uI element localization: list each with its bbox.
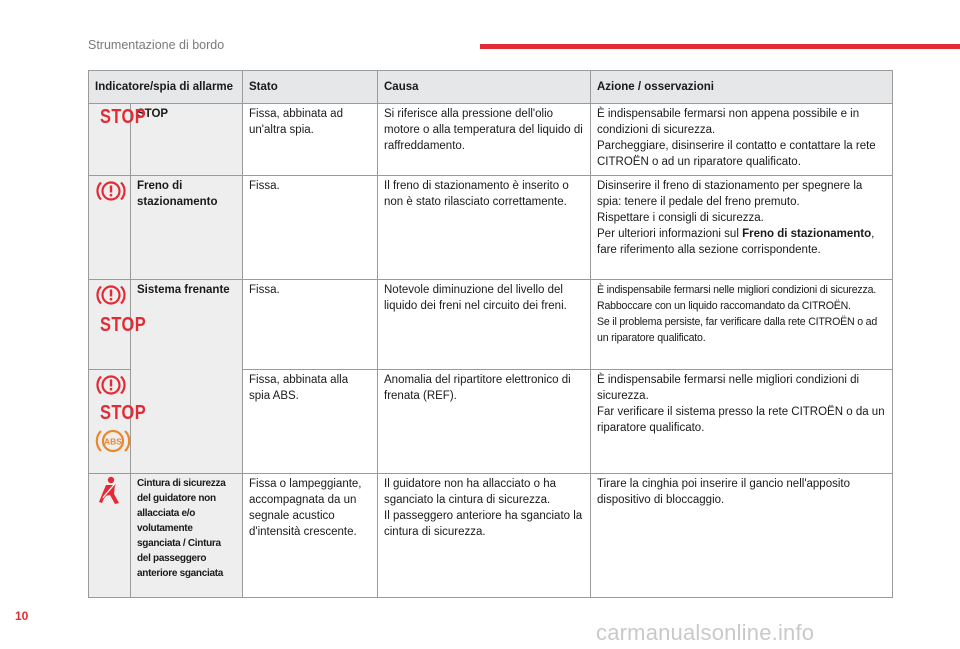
action-text: Far verificare il sistema presso la rete CITROËN o da un riparatore qualificato.	[597, 406, 885, 434]
table-row	[89, 176, 893, 280]
action-text: È indispensabile fermarsi nelle migliori condizioni di sicurezza.	[597, 374, 860, 402]
column-header-cause: Causa	[378, 71, 591, 104]
brake-warning-icon	[95, 282, 127, 308]
svg-text:ABS: ABS	[104, 436, 122, 447]
state-cell: Fissa.	[243, 176, 378, 280]
state-cell: Fissa o lampeggiante, accompagnata da un segnale acustico d'intensità crescente.	[243, 474, 378, 598]
page-number: 10	[15, 609, 29, 623]
indicator-name: Cintura di sicurezza del guidatore non allacciata e/o volutamente sganciata / Cintura del passeggero anteriore sganciata	[131, 474, 243, 598]
cause-text: Il passeggero anteriore ha sganciato la cintura di sicurezza.	[384, 510, 583, 538]
watermark: carmanualsonline.info	[596, 620, 815, 645]
table-row	[89, 280, 893, 370]
table-header-row	[89, 71, 893, 104]
header-accent-bar	[480, 44, 960, 49]
action-text: Se il problema persiste, far verificare dalla rete CITROËN o ad un riparatore qualificato.	[597, 316, 878, 344]
column-header-indicator: Indicatore/spia di allarme	[89, 71, 243, 104]
action-cell	[591, 280, 893, 370]
state-cell: Fissa, abbinata ad un'altra spia.	[243, 104, 378, 176]
action-text: Rabboccare con un liquido raccomandato da CITROËN.	[597, 300, 851, 312]
stop-icon: STOP	[100, 106, 147, 128]
cause-cell: Il freno di stazionamento è inserito o non è stato rilasciato correttamente.	[378, 176, 591, 280]
indicator-icon-cell	[89, 370, 147, 474]
cause-cell: Notevole diminuzione del livello del liquido dei freni nel circuito dei freni.	[378, 280, 591, 370]
table-row	[89, 104, 893, 176]
section-title: Strumentazione di bordo	[88, 38, 225, 52]
action-text: Rispettare i consigli di sicurezza.	[597, 212, 764, 224]
cause-text: Il guidatore non ha allacciato o ha sganciato la cintura di sicurezza.	[384, 478, 556, 506]
state-cell: Fissa, abbinata alla spia ABS.	[243, 370, 378, 474]
indicator-name: Freno di stazionamento	[131, 176, 243, 280]
cause-cell: Anomalia del ripartitore elettronico di frenata (REF).	[378, 370, 591, 474]
indicator-icon-cell	[89, 474, 131, 598]
column-header-action: Azione / osservazioni	[591, 71, 893, 104]
abs-icon	[95, 426, 131, 456]
indicator-icon-cell	[89, 104, 147, 176]
stop-icon: STOP	[100, 314, 147, 336]
action-text: Tirare la cinghia poi inserire il gancio nell'apposito dispositivo di bloccaggio.	[597, 478, 850, 506]
table-row	[89, 474, 893, 598]
action-text: Per ulteriori informazioni sul Freno di stazionamento, fare riferimento alla sezione corrispondente.	[597, 228, 875, 256]
action-cell	[591, 474, 893, 598]
action-cell	[591, 176, 893, 280]
indicator-icon-cell	[89, 280, 147, 370]
warning-lights-table	[88, 70, 893, 598]
action-text: È indispensabile fermarsi nelle migliori condizioni di sicurezza.	[597, 284, 877, 296]
indicator-name: Sistema frenante	[131, 280, 243, 474]
brake-warning-icon	[95, 372, 127, 398]
brake-warning-icon	[95, 178, 127, 204]
action-cell	[591, 104, 893, 176]
action-text: È indispensabile fermarsi non appena possibile e in condizioni di sicurezza.	[597, 108, 860, 136]
cause-cell	[378, 474, 591, 598]
seatbelt-icon	[97, 476, 123, 506]
stop-icon: STOP	[100, 402, 147, 424]
cause-cell: Si riferisce alla pressione dell'olio motore o alla temperatura del liquido di raffreddamento.	[378, 104, 591, 176]
action-text: Disinserire il freno di stazionamento per spegnere la spia: tenere il pedale del freno premuto.	[597, 180, 863, 208]
state-cell: Fissa.	[243, 280, 378, 370]
indicator-icon-cell	[89, 176, 131, 280]
action-cell	[591, 370, 893, 474]
action-text: Parcheggiare, disinserire il contatto e contattare la rete CITROËN o ad un riparatore qualificato.	[597, 140, 876, 168]
indicator-name: STOP	[131, 104, 243, 176]
column-header-state: Stato	[243, 71, 378, 104]
